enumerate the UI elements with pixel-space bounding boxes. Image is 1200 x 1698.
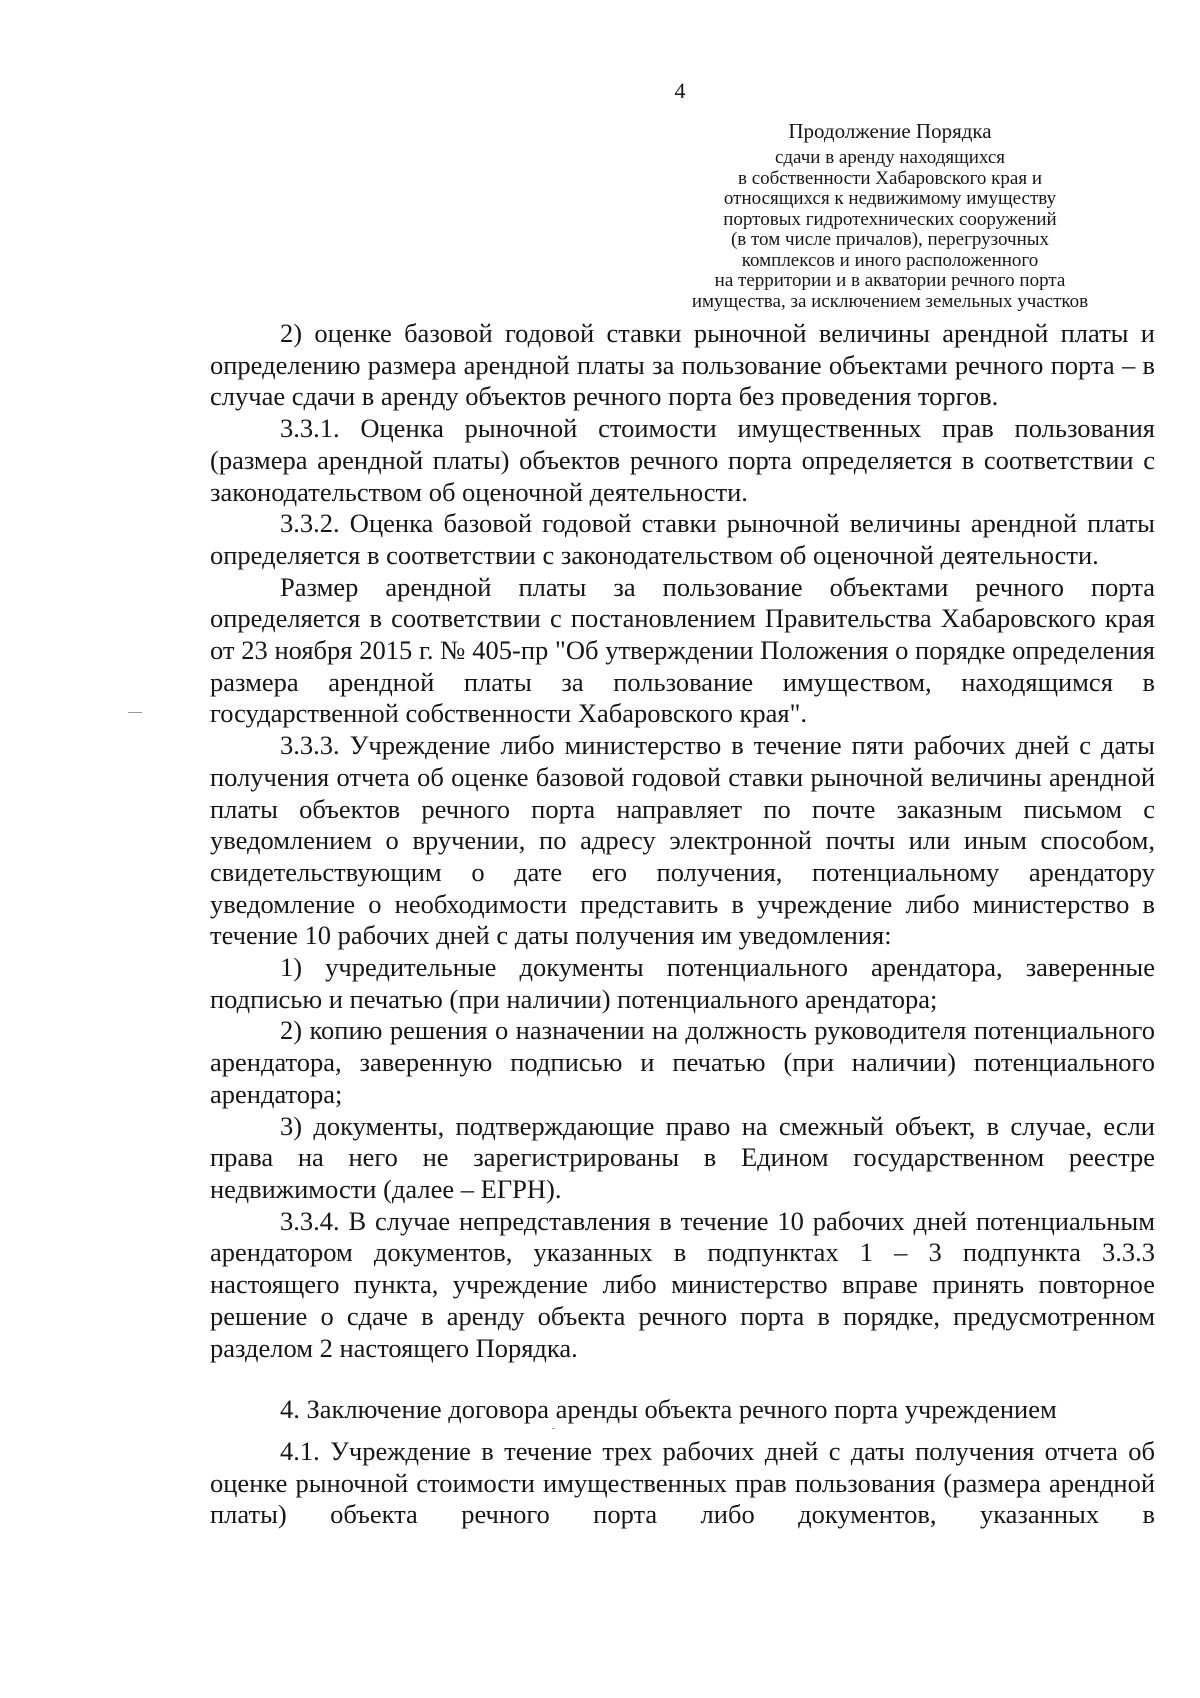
paragraph-3-3-1: 3.3.1. Оценка рыночной стоимости имущественных прав пользования (размера арендной платы) объектов речного порта определяется в соответствии с законодательством об оценочной деятельности. [210, 413, 1155, 507]
paragraph-item-2-base-rate: 2) оценке базовой годовой ставки рыночной величины арендной платы и определению размера арендной платы за пользование объектами речного порта – в случае сдачи в аренду объектов речного порта без проведения торгов. [210, 318, 1155, 412]
paragraph-item-3-adjacent-object: 3) документы, подтверждающие право на смежный объект, в случае, если права на него не зарегистрированы в Едином государственном реестре недвижимости (далее – ЕГРН). [210, 1110, 1155, 1204]
paragraph-3-3-2: 3.3.2. Оценка базовой годовой ставки рыночной величины арендной платы определяется в соответствии с законодательством об оценочной деятельности. [210, 508, 1155, 570]
paragraph-3-3-4: 3.3.4. В случае непредставления в течение 10 рабочих дней потенциальным арендатором документов, указанных в подпунктах 1 – 3 подпункта 3.3.3 настоящего пункта, учреждение либо министерство вправе принять повторное решение о сдаче в аренду объекта речного порта в порядке, предусмотренном разделом 2 настоящего Порядка. [210, 1205, 1155, 1363]
paragraph-rent-amount: Размер арендной платы за пользование объектами речного порта определяется в соответствии с постановлением Правительства Хабаровского края от 23 ноября 2015 г. № 405-пр "Об утверждении Положения о порядке определения размера арендной платы за пользование имуществом, находящимся в государственной собственности Хабаровского края". [210, 571, 1155, 729]
scan-margin-mark [128, 712, 142, 713]
heading-line-7: комплексов и иного расположенного [741, 249, 1039, 271]
heading-line-6: (в том числе причалов), перегрузочных [730, 229, 1050, 250]
section-4-heading: 4. Заключение договора аренды объекта речного порта учреждением [280, 1394, 1057, 1425]
heading-line-2: сдачи в аренду находящихся [774, 147, 1006, 168]
document-heading [620, 118, 1160, 312]
heading-line-9: имущества, за исключением земельных участков [691, 290, 1089, 312]
page-number: 4 [674, 78, 686, 103]
scan-speck [552, 1428, 555, 1429]
document-body [210, 318, 1155, 1531]
paragraph-item-2-appointment-copy: 2) копию решения о назначении на должность руководителя потенциального арендатора, заверенную подписью и печатью (при наличии) потенциального арендатора; [210, 1015, 1155, 1109]
paragraph-3-3-3: 3.3.3. Учреждение либо министерство в течение пяти рабочих дней с даты получения отчета об оценке базовой годовой ставки рыночной величины арендной платы объектов речного порта направляет по почте заказным письмом с уведомлением о вручении, по адресу электронной почты или иным способом, свидетельствующим о дате его получения, потенциальному арендатору уведомление о необходимости представить в учреждение либо министерство в течение 10 рабочих дней с даты получения им уведомления: [210, 730, 1155, 951]
paragraph-4-1: 4.1. Учреждение в течение трех рабочих дней с даты получения отчета об оценке рыночной стоимости имущественных прав пользования (размера арендной платы) объекта речного порта либо документов, указанных в [210, 1435, 1155, 1530]
paragraph-item-1-founding-docs: 1) учредительные документы потенциального арендатора, заверенные подписью и печатью (при наличии) потенциального арендатора; [210, 952, 1155, 1014]
heading-line-8: на территории и в акватории речного порта [714, 270, 1066, 291]
heading-line-3: в собственности Хабаровского края и [737, 167, 1043, 189]
heading-line-4: относящихся к недвижимому имуществу [723, 188, 1057, 209]
heading-line-5: портовых гидротехнических сооружений [723, 208, 1057, 230]
heading-line-1: Продолжение Порядка [788, 119, 992, 143]
